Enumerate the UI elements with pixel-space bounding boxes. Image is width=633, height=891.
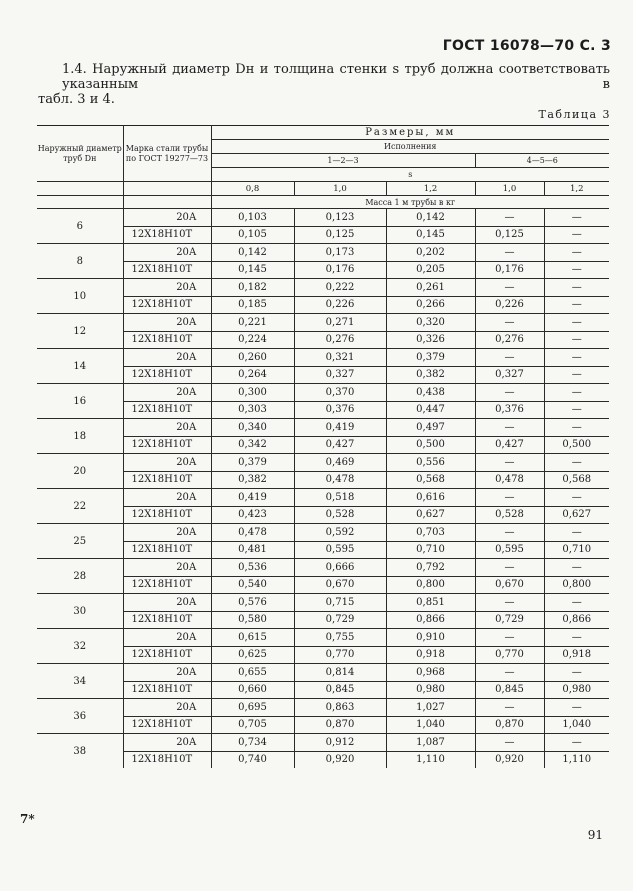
cell-mass-value: — xyxy=(544,244,609,262)
cell-mass-value: — xyxy=(544,524,609,542)
paragraph-line-2: табл. 3 и 4. xyxy=(38,92,115,107)
cell-mass-value: 0,142 xyxy=(211,244,294,262)
cell-mass-value: — xyxy=(475,664,544,682)
cell-mass-value: — xyxy=(475,384,544,402)
cell-mass-value: 0,382 xyxy=(211,471,294,489)
cell-steel-grade: 20А xyxy=(123,734,211,752)
table-row xyxy=(37,419,609,437)
cell-mass-value: 0,222 xyxy=(294,279,386,297)
cell-steel-grade: 20А xyxy=(123,524,211,542)
cell-mass-value: 0,125 xyxy=(294,226,386,244)
cell-mass-value: 0,734 xyxy=(211,734,294,752)
header-execution: Исполнения xyxy=(211,140,609,154)
cell-mass-value: 0,814 xyxy=(294,664,386,682)
table-row xyxy=(37,296,609,314)
document-header-title: ГОСТ 16078—70 С. 3 xyxy=(442,38,611,54)
cell-mass-value: 0,528 xyxy=(475,506,544,524)
cell-mass-value: — xyxy=(544,366,609,384)
header-blank-4 xyxy=(123,196,211,209)
cell-mass-value: 0,710 xyxy=(386,541,475,559)
cell-steel-grade: 12Х18Н10Т xyxy=(123,646,211,664)
cell-steel-grade: 12Х18Н10Т xyxy=(123,506,211,524)
cell-mass-value: 0,595 xyxy=(475,541,544,559)
table-row xyxy=(37,384,609,402)
header-thickness: 1,2 xyxy=(544,182,609,196)
header-blank-1 xyxy=(37,182,123,196)
header-s-label: s xyxy=(211,168,609,182)
cell-steel-grade: 12Х18Н10Т xyxy=(123,331,211,349)
cell-steel-grade: 12Х18Н10Т xyxy=(123,611,211,629)
cell-mass-value: 0,980 xyxy=(386,681,475,699)
cell-mass-value: 0,918 xyxy=(386,646,475,664)
paragraph-line-1: 1.4. Наружный диаметр Dн и толщина стенки s труб должна соответствовать указанным в xyxy=(62,62,610,92)
cell-mass-value: 0,655 xyxy=(211,664,294,682)
table-row xyxy=(37,279,609,297)
cell-steel-grade: 20А xyxy=(123,699,211,717)
table-row xyxy=(37,611,609,629)
cell-outer-diameter: 34 xyxy=(37,664,123,699)
cell-mass-value: 0,695 xyxy=(211,699,294,717)
cell-mass-value: 0,103 xyxy=(211,209,294,227)
cell-mass-value: 0,670 xyxy=(475,576,544,594)
cell-mass-value: 0,870 xyxy=(294,716,386,734)
table-row xyxy=(37,349,609,367)
cell-mass-value: 0,800 xyxy=(544,576,609,594)
cell-steel-grade: 12Х18Н10Т xyxy=(123,226,211,244)
cell-mass-value: — xyxy=(475,489,544,507)
cell-mass-value: 0,595 xyxy=(294,541,386,559)
cell-mass-value: 0,276 xyxy=(294,331,386,349)
cell-mass-value: 0,379 xyxy=(386,349,475,367)
cell-mass-value: 0,715 xyxy=(294,594,386,612)
cell-mass-value: 0,226 xyxy=(475,296,544,314)
cell-mass-value: 0,173 xyxy=(294,244,386,262)
cell-mass-value: 0,968 xyxy=(386,664,475,682)
cell-mass-value: 0,580 xyxy=(211,611,294,629)
cell-mass-value: 0,616 xyxy=(386,489,475,507)
cell-mass-value: 0,182 xyxy=(211,279,294,297)
table-row xyxy=(37,331,609,349)
cell-mass-value: — xyxy=(544,664,609,682)
header-thickness: 1,0 xyxy=(294,182,386,196)
cell-mass-value: 0,142 xyxy=(386,209,475,227)
table-row xyxy=(37,244,609,262)
cell-mass-value: — xyxy=(544,489,609,507)
table-row xyxy=(37,629,609,647)
cell-steel-grade: 12Х18Н10Т xyxy=(123,471,211,489)
cell-steel-grade: 12Х18Н10Т xyxy=(123,751,211,768)
cell-mass-value: 0,980 xyxy=(544,681,609,699)
cell-mass-value: 0,792 xyxy=(386,559,475,577)
cell-steel-grade: 12Х18Н10Т xyxy=(123,541,211,559)
cell-mass-value: — xyxy=(544,594,609,612)
cell-mass-value: 0,176 xyxy=(294,261,386,279)
cell-steel-grade: 20А xyxy=(123,349,211,367)
cell-mass-value: — xyxy=(475,279,544,297)
cell-mass-value: — xyxy=(475,454,544,472)
cell-steel-grade: 12Х18Н10Т xyxy=(123,261,211,279)
cell-mass-value: 0,627 xyxy=(544,506,609,524)
cell-mass-value: 0,427 xyxy=(294,436,386,454)
cell-mass-value: 0,755 xyxy=(294,629,386,647)
cell-outer-diameter: 25 xyxy=(37,524,123,559)
cell-mass-value: 1,110 xyxy=(386,751,475,768)
header-outer-diameter: Наружный диаметр труб Dн xyxy=(37,126,123,182)
cell-mass-value: 0,327 xyxy=(294,366,386,384)
cell-mass-value: 0,918 xyxy=(544,646,609,664)
table-row xyxy=(37,489,609,507)
cell-mass-value: 0,105 xyxy=(211,226,294,244)
cell-mass-value: 0,419 xyxy=(211,489,294,507)
cell-mass-value: 0,500 xyxy=(386,436,475,454)
cell-mass-value: 0,376 xyxy=(475,401,544,419)
cell-mass-value: 0,478 xyxy=(211,524,294,542)
cell-mass-value: 0,710 xyxy=(544,541,609,559)
cell-mass-value: 0,370 xyxy=(294,384,386,402)
table-row xyxy=(37,524,609,542)
header-thickness: 1,2 xyxy=(386,182,475,196)
footer-mark: 7* xyxy=(20,812,35,826)
cell-mass-value: 0,382 xyxy=(386,366,475,384)
cell-mass-value: 0,556 xyxy=(386,454,475,472)
cell-mass-value: — xyxy=(544,226,609,244)
cell-mass-value: 0,910 xyxy=(386,629,475,647)
cell-mass-value: 0,866 xyxy=(386,611,475,629)
cell-mass-value: 0,438 xyxy=(386,384,475,402)
cell-steel-grade: 12Х18Н10Т xyxy=(123,436,211,454)
cell-mass-value: 0,321 xyxy=(294,349,386,367)
cell-outer-diameter: 12 xyxy=(37,314,123,349)
cell-steel-grade: 20А xyxy=(123,594,211,612)
table-row xyxy=(37,471,609,489)
cell-mass-value: — xyxy=(544,734,609,752)
cell-mass-value: — xyxy=(544,699,609,717)
cell-steel-grade: 12Х18Н10Т xyxy=(123,681,211,699)
cell-mass-value: 0,800 xyxy=(386,576,475,594)
header-thickness: 1,0 xyxy=(475,182,544,196)
cell-mass-value: 0,740 xyxy=(211,751,294,768)
cell-mass-value: 0,376 xyxy=(294,401,386,419)
cell-steel-grade: 20А xyxy=(123,419,211,437)
cell-outer-diameter: 30 xyxy=(37,594,123,629)
cell-mass-value: 0,670 xyxy=(294,576,386,594)
cell-steel-grade: 20А xyxy=(123,314,211,332)
table-label: Таблица 3 xyxy=(538,108,611,121)
table-row xyxy=(37,541,609,559)
cell-outer-diameter: 8 xyxy=(37,244,123,279)
cell-mass-value: — xyxy=(475,699,544,717)
cell-mass-value: 0,271 xyxy=(294,314,386,332)
header-sizes: Размеры, мм xyxy=(211,126,609,140)
section-paragraph xyxy=(38,62,610,107)
cell-mass-value: 0,920 xyxy=(294,751,386,768)
table-row xyxy=(37,209,609,227)
header-mass: Масса 1 м трубы в кг xyxy=(211,196,609,209)
cell-mass-value: 0,500 xyxy=(544,436,609,454)
cell-steel-grade: 20А xyxy=(123,629,211,647)
cell-mass-value: 0,528 xyxy=(294,506,386,524)
cell-mass-value: 1,027 xyxy=(386,699,475,717)
cell-mass-value: 0,615 xyxy=(211,629,294,647)
page-number: 91 xyxy=(587,828,603,842)
cell-mass-value: 0,627 xyxy=(386,506,475,524)
cell-mass-value: 0,845 xyxy=(475,681,544,699)
cell-mass-value: 0,705 xyxy=(211,716,294,734)
cell-mass-value: — xyxy=(544,419,609,437)
cell-mass-value: 0,866 xyxy=(544,611,609,629)
table-row xyxy=(37,751,609,768)
table-row xyxy=(37,226,609,244)
cell-steel-grade: 12Х18Н10Т xyxy=(123,366,211,384)
cell-mass-value: 0,863 xyxy=(294,699,386,717)
cell-mass-value: — xyxy=(544,559,609,577)
cell-outer-diameter: 14 xyxy=(37,349,123,384)
cell-outer-diameter: 38 xyxy=(37,734,123,769)
pipe-mass-table xyxy=(37,125,609,768)
cell-mass-value: 0,300 xyxy=(211,384,294,402)
cell-mass-value: 0,576 xyxy=(211,594,294,612)
cell-mass-value: — xyxy=(544,314,609,332)
cell-mass-value: — xyxy=(475,629,544,647)
cell-mass-value: 0,540 xyxy=(211,576,294,594)
cell-steel-grade: 12Х18Н10Т xyxy=(123,576,211,594)
cell-mass-value: 0,666 xyxy=(294,559,386,577)
cell-steel-grade: 20А xyxy=(123,384,211,402)
table-row xyxy=(37,559,609,577)
table-row xyxy=(37,594,609,612)
cell-mass-value: — xyxy=(475,559,544,577)
cell-mass-value: 0,205 xyxy=(386,261,475,279)
cell-outer-diameter: 6 xyxy=(37,209,123,244)
cell-mass-value: — xyxy=(544,401,609,419)
cell-outer-diameter: 28 xyxy=(37,559,123,594)
header-exec-group-2: 4—5—6 xyxy=(475,154,609,168)
header-steel-grade: Марка стали трубы по ГОСТ 19277—73 xyxy=(123,126,211,182)
cell-outer-diameter: 18 xyxy=(37,419,123,454)
cell-mass-value: — xyxy=(544,384,609,402)
cell-mass-value: 0,226 xyxy=(294,296,386,314)
cell-mass-value: 0,845 xyxy=(294,681,386,699)
cell-mass-value: — xyxy=(544,629,609,647)
cell-mass-value: — xyxy=(544,349,609,367)
cell-mass-value: — xyxy=(475,314,544,332)
cell-mass-value: — xyxy=(475,349,544,367)
cell-steel-grade: 12Х18Н10Т xyxy=(123,296,211,314)
cell-mass-value: 0,469 xyxy=(294,454,386,472)
table-row xyxy=(37,366,609,384)
cell-mass-value: 0,536 xyxy=(211,559,294,577)
cell-mass-value: 0,185 xyxy=(211,296,294,314)
cell-mass-value: 0,326 xyxy=(386,331,475,349)
table-row xyxy=(37,261,609,279)
cell-mass-value: 0,625 xyxy=(211,646,294,664)
header-thickness: 0,8 xyxy=(211,182,294,196)
cell-mass-value: 0,851 xyxy=(386,594,475,612)
cell-mass-value: — xyxy=(475,524,544,542)
cell-mass-value: 0,224 xyxy=(211,331,294,349)
cell-mass-value: 0,770 xyxy=(475,646,544,664)
cell-mass-value: 0,703 xyxy=(386,524,475,542)
table-row xyxy=(37,734,609,752)
cell-mass-value: 0,266 xyxy=(386,296,475,314)
cell-mass-value: 0,497 xyxy=(386,419,475,437)
table-row xyxy=(37,699,609,717)
table-row xyxy=(37,664,609,682)
cell-mass-value: 0,568 xyxy=(386,471,475,489)
cell-mass-value: 0,729 xyxy=(475,611,544,629)
cell-mass-value: 0,427 xyxy=(475,436,544,454)
cell-mass-value: 1,110 xyxy=(562,754,592,766)
cell-mass-value: 0,568 xyxy=(544,471,609,489)
cell-mass-value: 1,040 xyxy=(544,716,609,734)
cell-mass-value: — xyxy=(475,244,544,262)
cell-mass-value: — xyxy=(475,419,544,437)
cell-steel-grade: 12Х18Н10Т xyxy=(123,401,211,419)
cell-mass-value: 0,145 xyxy=(211,261,294,279)
cell-mass-value: 0,518 xyxy=(294,489,386,507)
cell-mass-value: — xyxy=(475,594,544,612)
cell-steel-grade: 20А xyxy=(123,454,211,472)
cell-mass-value: 0,276 xyxy=(475,331,544,349)
cell-mass-value: — xyxy=(544,331,609,349)
cell-mass-value: 0,340 xyxy=(211,419,294,437)
cell-mass-value: — xyxy=(475,734,544,752)
table-row xyxy=(37,716,609,734)
cell-mass-value: 0,870 xyxy=(475,716,544,734)
cell-mass-value: 0,729 xyxy=(294,611,386,629)
cell-mass-value: 0,419 xyxy=(294,419,386,437)
cell-mass-value: — xyxy=(475,209,544,227)
cell-mass-value: 0,660 xyxy=(211,681,294,699)
cell-outer-diameter: 20 xyxy=(37,454,123,489)
cell-mass-value: 0,481 xyxy=(211,541,294,559)
table-row xyxy=(37,681,609,699)
cell-mass-value: 0,123 xyxy=(294,209,386,227)
cell-mass-value: 0,423 xyxy=(211,506,294,524)
table-row xyxy=(37,646,609,664)
cell-steel-grade: 20А xyxy=(123,489,211,507)
cell-mass-value: 0,920 xyxy=(475,751,544,768)
cell-mass-value: 0,303 xyxy=(211,401,294,419)
cell-outer-diameter: 10 xyxy=(37,279,123,314)
cell-outer-diameter: 22 xyxy=(37,489,123,524)
cell-mass-value: — xyxy=(544,454,609,472)
header-exec-group-1: 1—2—3 xyxy=(211,154,475,168)
header-blank-3 xyxy=(37,196,123,209)
cell-mass-value: — xyxy=(544,296,609,314)
cell-mass-value: — xyxy=(544,279,609,297)
cell-mass-value: — xyxy=(544,209,609,227)
cell-mass-value: 0,176 xyxy=(475,261,544,279)
cell-steel-grade: 20А xyxy=(123,244,211,262)
cell-mass-value: 0,327 xyxy=(475,366,544,384)
cell-mass-value: 0,342 xyxy=(211,436,294,454)
table-row xyxy=(37,314,609,332)
table-row xyxy=(37,401,609,419)
cell-mass-value: 0,379 xyxy=(211,454,294,472)
cell-mass-value: — xyxy=(544,261,609,279)
cell-mass-value: 0,264 xyxy=(211,366,294,384)
cell-steel-grade: 20А xyxy=(123,279,211,297)
cell-mass-value: 0,912 xyxy=(294,734,386,752)
cell-mass-value: 0,145 xyxy=(386,226,475,244)
cell-mass-value: 0,447 xyxy=(386,401,475,419)
cell-mass-value: 0,592 xyxy=(294,524,386,542)
cell-steel-grade: 12Х18Н10Т xyxy=(123,716,211,734)
cell-mass-value: 1,040 xyxy=(386,716,475,734)
cell-mass-value: 0,320 xyxy=(386,314,475,332)
cell-mass-value: 0,478 xyxy=(475,471,544,489)
cell-mass-value: 0,260 xyxy=(211,349,294,367)
cell-mass-value: 0,770 xyxy=(294,646,386,664)
table-row xyxy=(37,576,609,594)
table-row xyxy=(37,436,609,454)
cell-mass-value: 0,202 xyxy=(386,244,475,262)
cell-outer-diameter: 32 xyxy=(37,629,123,664)
header-blank-2 xyxy=(123,182,211,196)
cell-steel-grade: 20А xyxy=(123,664,211,682)
cell-steel-grade: 20А xyxy=(123,209,211,227)
table-row xyxy=(37,506,609,524)
cell-outer-diameter: 16 xyxy=(37,384,123,419)
table-body xyxy=(37,209,609,769)
cell-steel-grade: 20А xyxy=(123,559,211,577)
cell-mass-value: 0,478 xyxy=(294,471,386,489)
cell-outer-diameter: 36 xyxy=(37,699,123,734)
cell-mass-value: 0,221 xyxy=(211,314,294,332)
cell-mass-value: 0,125 xyxy=(475,226,544,244)
table-row xyxy=(37,454,609,472)
cell-mass-value: 1,087 xyxy=(386,734,475,752)
cell-mass-value: 0,261 xyxy=(386,279,475,297)
